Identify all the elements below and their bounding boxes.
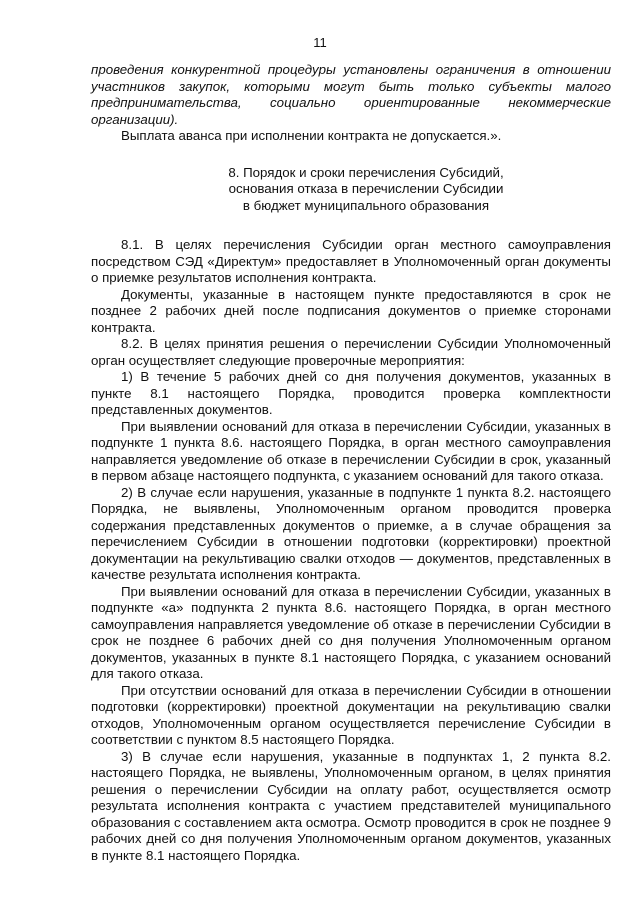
section-title-line: в бюджет муниципального образования xyxy=(242,197,490,213)
section-title-line: основания отказа в перечислении Субсидии xyxy=(228,181,504,196)
paragraph-subitem-1: 1) В течение 5 рабочих дней со дня получения документов, указанных в пункте 8.1 настоящего Порядка, проводится проверка комплектности представленных документов. xyxy=(91,369,611,417)
paragraph-subitem-3: 3) В случае если нарушения, указанные в подпунктах 1, 2 пункта 8.2. настоящего Порядка, не выявлены, Уполномоченным органом, в целях принятия решения о перечислении Субсидии на оплату работ, осуществляется осмотр результата исполнения контракта с участием представителей муниципального образования с составлением акта осмотра. Осмотр проводится в срок не позднее 9 рабочих дней со дня получения Уполномоченным органом документов, указанных в пункте 8.1 настоящего Порядка. xyxy=(91,748,611,863)
paragraph-8-1: 8.1. В целях перечисления Субсидии орган местного самоуправления посредством СЭД «Директум» предоставляет в Уполномоченный орган документы о приемке результатов исполнения контракта. xyxy=(91,237,611,285)
section-title xyxy=(91,165,611,215)
intro-italic-paragraph: проведения конкурентной процедуры установлены ограничения в отношении участников закупок, которыми могут быть только субъекты малого предпринимательства, социально ориентированные некоммерческие организации). xyxy=(91,62,611,127)
intro-closing-paragraph: Выплата аванса при исполнении контракта не допускается.». xyxy=(121,128,502,143)
paragraph-no-refusal: При отсутствии оснований для отказа в перечислении Субсидии в отношении подготовки (корректировки) проектной документации на рекультивацию свалки отходов, Уполномоченным органом осуществляется перечисление Субсидии в соответствии с пунктом 8.5 настоящего Порядка. xyxy=(91,682,611,747)
paragraph-subitem-2: 2) В случае если нарушения, указанные в подпункте 1 пункта 8.2. настоящего Порядка, не выявлены, Уполномоченным органом проводится проверка содержания представленных документов о приемке, а в случае обращения за перечислением Субсидии в отношении подготовки (корректировки) проектной документации на рекультивацию свалки отходов — документов, представленных в качестве результата исполнения контракта. xyxy=(91,484,611,582)
paragraph-8-2: 8.2. В целях принятия решения о перечислении Субсидии Уполномоченный орган осуществляет следующие проверочные мероприятия: xyxy=(91,336,611,368)
page-number: 11 xyxy=(313,35,327,50)
paragraph-documents-deadline: Документы, указанные в настоящем пункте предоставляются в срок не позднее 2 рабочих дней после подписания документов о приемке сторонами контракта. xyxy=(91,286,611,335)
paragraph-refusal-2: При выявлении оснований для отказа в перечислении Субсидии, указанных в подпункте «а» подпункта 2 пункта 8.6. настоящего Порядка, в орган местного самоуправления направляется уведомление об отказе в перечислении Субсидии в срок не позднее 6 рабочих дней со дня получения Уполномоченным органом документов, указанных в пункте 8.1 настоящего Порядка, с указанием оснований для такого отказа. xyxy=(91,583,611,681)
document-body xyxy=(91,62,611,864)
paragraph-refusal-1: При выявлении оснований для отказа в перечислении Субсидии, указанных в подпункте 1 пункта 8.6. настоящего Порядка, в орган местного самоуправления направляется уведомление об отказе в перечислении Субсидии в срок, указанный в первом абзаце настоящего подпункта, с указанием оснований для такого отказа. xyxy=(91,418,611,483)
section-title-line: 8. Порядок и сроки перечисления Субсидий, xyxy=(228,164,504,180)
